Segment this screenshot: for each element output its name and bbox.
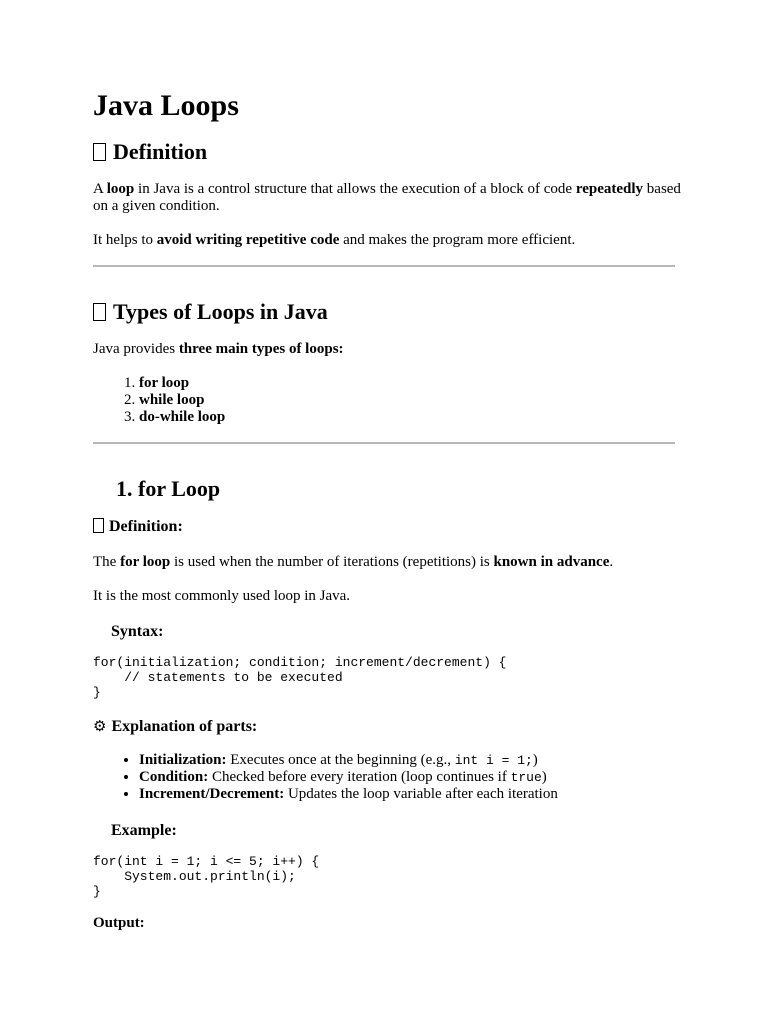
divider — [93, 442, 675, 444]
list-item: • Condition: Checked before every iteration (loop continues if true) — [139, 769, 558, 786]
list-item: • Increment/Decrement: Updates the loop variable after each iteration — [139, 786, 558, 803]
list-item: 1. for loop — [139, 375, 225, 392]
types-intro: Java provides three main types of loops: — [93, 341, 344, 357]
list-item: • Initialization: Executes once at the beginning (e.g., int i = 1;) — [139, 752, 558, 769]
list-item: 2. while loop — [139, 392, 225, 409]
example-code-block: for(int i = 1; i <= 5; i++) { System.out.println(i); } — [93, 854, 320, 899]
gear-icon: ⚙ — [93, 717, 107, 735]
example-heading: Example: — [111, 822, 177, 839]
divider — [93, 265, 675, 267]
parts-list — [93, 752, 558, 803]
syntax-heading: Syntax: — [111, 623, 164, 640]
loop-types-list — [93, 375, 225, 426]
for-loop-definition-heading: Definition: — [93, 517, 183, 537]
missing-glyph-icon — [93, 518, 104, 533]
types-heading: Types of Loops in Java — [93, 298, 328, 326]
definition-heading: Definition — [93, 138, 207, 166]
parts-heading: ⚙ Explanation of parts: — [93, 717, 258, 735]
for-loop-paragraph-2: It is the most commonly used loop in Java. — [93, 588, 351, 604]
for-loop-heading: 1. for Loop — [116, 476, 221, 501]
missing-glyph-icon — [93, 143, 106, 161]
definition-paragraph-2: It helps to avoid writing repetitive code and makes the program more efficient. — [93, 232, 576, 248]
page-title: Java Loops — [93, 89, 239, 122]
definition-paragraph-1: A loop in Java is a control structure that allows the execution of a block of code repeatedly based on a given condition. — [93, 181, 681, 214]
for-loop-paragraph-1: The for loop is used when the number of iterations (repetitions) is known in advance. — [93, 554, 614, 570]
list-item: 3. do-while loop — [139, 409, 225, 426]
syntax-code-block: for(initialization; condition; increment/decrement) { // statements to be executed } — [93, 655, 507, 700]
output-heading: Output: — [93, 915, 145, 931]
missing-glyph-icon — [93, 303, 106, 321]
